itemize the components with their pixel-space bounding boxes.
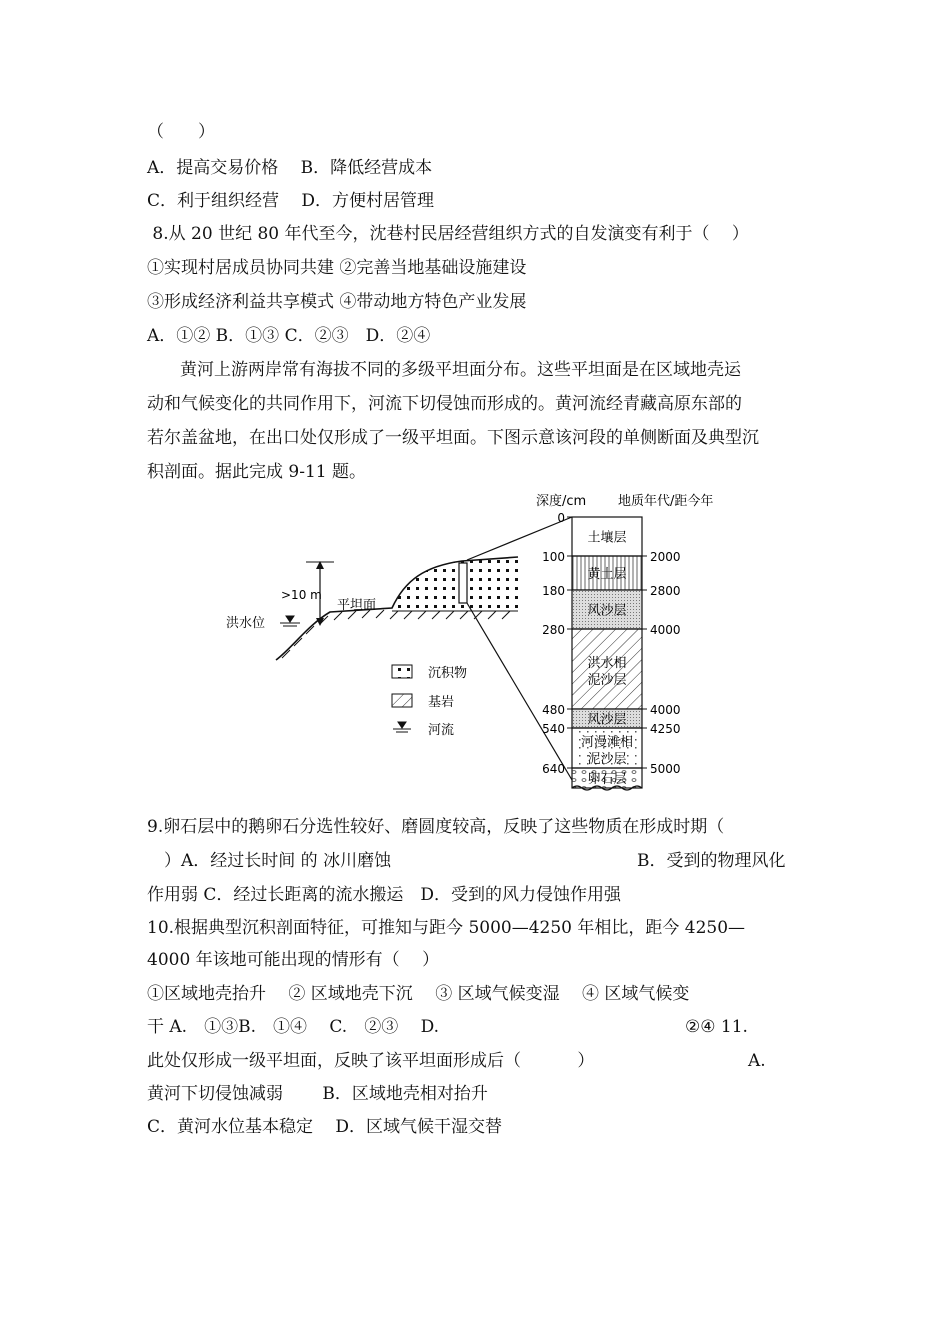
legend-bedrock-swatch bbox=[392, 694, 412, 707]
layer-label-5-line2: 泥沙层 bbox=[587, 752, 627, 767]
passage-line-3: 若尔盖盆地，在出口处仅形成了一级平坦面。下图示意该河段的单侧断面及典型沉 bbox=[147, 428, 759, 448]
depth-tick-label-1: 100 bbox=[542, 550, 565, 564]
layer-label-2: 风沙层 bbox=[587, 603, 627, 619]
q8-items-34: ③形成经济利益共享模式 ④带动地方特色产业发展 bbox=[147, 292, 527, 312]
layer-label-6: 卵石层 bbox=[587, 772, 627, 787]
q8-items-12: ①实现村居成员协同共建 ②完善当地基础设施建设 bbox=[147, 258, 527, 278]
passage-line-1: 黄河上游两岸常有海拔不同的多级平坦面分布。这些平坦面是在区域地壳运 bbox=[180, 360, 741, 380]
sediment-body bbox=[392, 557, 518, 611]
q10-line-1: 10.根据典型沉积剖面特征，可推知与距今 5000—4250 年相比，距今 4250— bbox=[147, 918, 746, 938]
layer-label-3-line2: 泥沙层 bbox=[587, 673, 627, 688]
layer-label-3-line1: 洪水相 bbox=[587, 656, 627, 671]
height-label: >10 m bbox=[281, 588, 322, 602]
legend-river-symbol bbox=[393, 722, 411, 732]
depth-tick-label-2: 180 bbox=[542, 584, 565, 598]
layer-label-1: 黄土层 bbox=[587, 567, 627, 582]
terrace-label: 平坦面 bbox=[337, 598, 377, 613]
q11-line-1a: 此处仅形成一级平坦面，反映了该平坦面形成后（ ） bbox=[147, 1051, 595, 1071]
flood-level-symbol bbox=[280, 616, 300, 626]
q11-line-1b: A. bbox=[748, 1051, 766, 1071]
age-tick-label-3: 4000 bbox=[650, 703, 681, 717]
flood-level-label: 洪水位 bbox=[226, 616, 266, 631]
q7-options-cd: C．利于组织经营 D．方便村居管理 bbox=[147, 191, 435, 211]
q8-stem: 8.从 20 世纪 80 年代至今，沈巷村民居经营组织方式的自发演变有利于（ ） bbox=[147, 224, 749, 244]
q10-line-4a: 干 A. ①③B. ①④ C. ②③ D. bbox=[147, 1017, 440, 1037]
layer-label-5-line1: 河漫滩相 bbox=[580, 735, 634, 750]
depth-tick-label-0: 0 bbox=[557, 511, 565, 525]
q9-line-3: 作用弱 C．经过长距离的流水搬运 D．受到的风力侵蚀作用强 bbox=[147, 885, 622, 905]
legend-bedrock-label: 基岩 bbox=[428, 695, 455, 710]
depth-tick-label-4: 480 bbox=[542, 703, 565, 717]
age-tick-label-2: 4000 bbox=[650, 623, 681, 637]
layer-label-0: 土壤层 bbox=[587, 530, 627, 546]
q7-paren: （ ） bbox=[147, 122, 215, 142]
q10-line-2: 4000 年该地可能出现的情形有（ ） bbox=[147, 950, 440, 970]
age-tick-label-1: 2800 bbox=[650, 584, 681, 598]
passage-line-4: 积剖面。据此完成 9-11 题。 bbox=[147, 462, 366, 482]
legend-river-label: 河流 bbox=[428, 723, 455, 738]
q8-options: A．①② B．①③ C．②③ D．②④ bbox=[147, 326, 431, 346]
legend-sediment-label: 沉积物 bbox=[428, 666, 468, 681]
q10-line-4b: ②④ 11. bbox=[685, 1017, 748, 1037]
depth-tick-label-3: 280 bbox=[542, 623, 565, 637]
age-tick-label-0: 2000 bbox=[650, 550, 681, 564]
q9-line-1: 9.卵石层中的鹅卵石分选性较好、磨圆度较高，反映了这些物质在形成时期（ bbox=[147, 817, 725, 837]
sample-column-marker bbox=[459, 563, 467, 603]
layer-label-4: 风沙层 bbox=[587, 712, 627, 728]
age-axis-title: 地质年代/距今年 bbox=[618, 494, 714, 509]
q7-options-ab: A．提高交易价格 B．降低经营成本 bbox=[147, 158, 433, 178]
age-tick-label-4: 4250 bbox=[650, 722, 681, 736]
q9-line-2b: B．受到的物理风化 bbox=[637, 851, 786, 871]
q11-line-3: C．黄河水位基本稳定 D．区域气候干湿交替 bbox=[147, 1117, 503, 1137]
age-tick-label-5: 5000 bbox=[650, 762, 681, 776]
q10-line-3: ①区域地壳抬升 ② 区域地壳下沉 ③ 区域气候变湿 ④ 区域气候变 bbox=[147, 984, 690, 1004]
legend-sediment-swatch bbox=[392, 665, 412, 678]
stratigraphic-column bbox=[542, 511, 680, 790]
q9-line-2a: ）A．经过长时间 的 冰川磨蚀 bbox=[147, 851, 392, 871]
depth-tick-label-6: 640 bbox=[542, 762, 565, 776]
passage-line-2: 动和气候变化的共同作用下，河流下切侵蚀而形成的。黄河流经青藏高原东部的 bbox=[147, 394, 742, 414]
q11-line-2: 黄河下切侵蚀减弱 B．区域地壳相对抬升 bbox=[147, 1084, 488, 1104]
depth-axis-title: 深度/cm bbox=[536, 494, 587, 509]
depth-tick-label-5: 540 bbox=[542, 722, 565, 736]
